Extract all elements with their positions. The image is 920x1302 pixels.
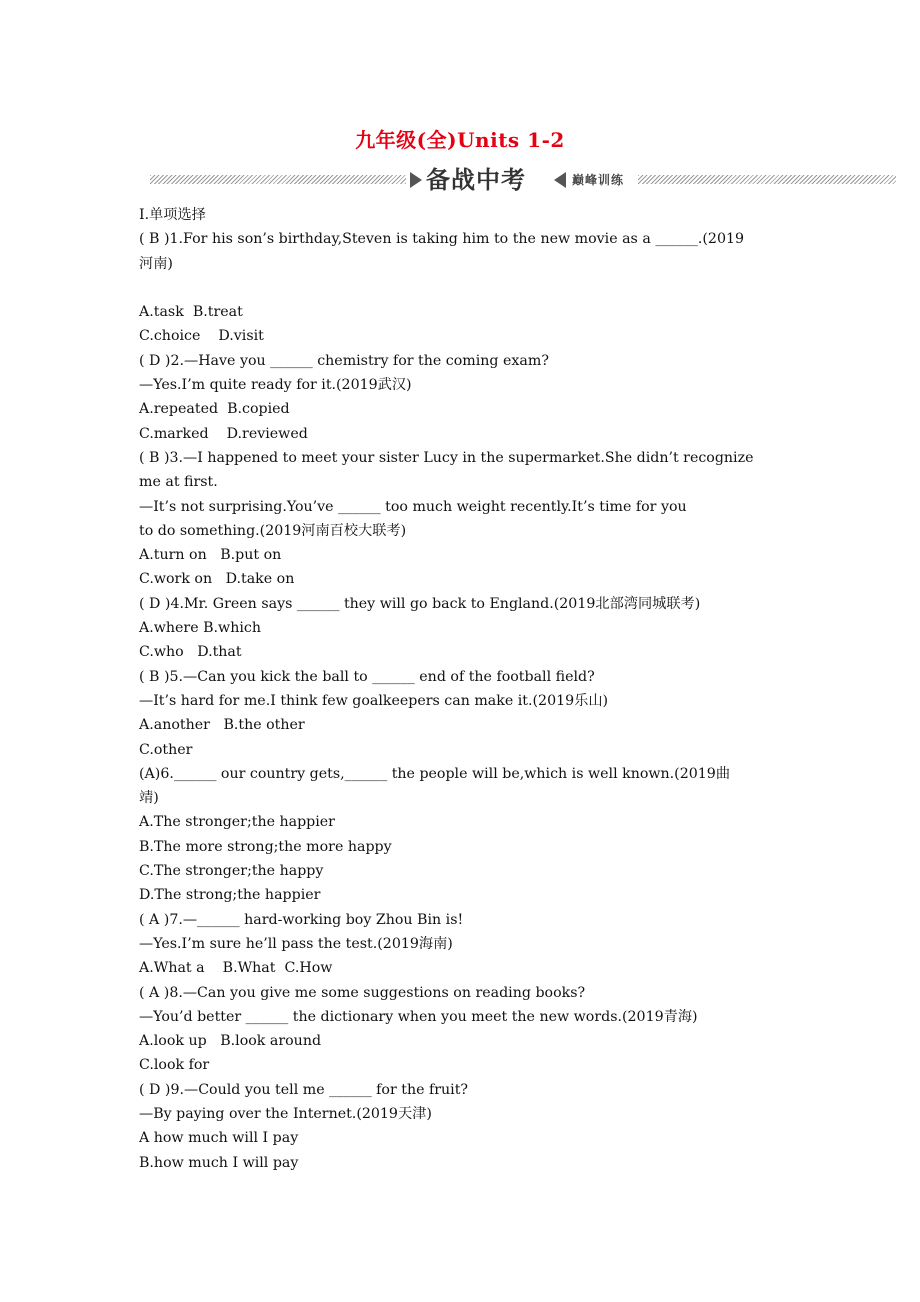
text-line: C.marked D.reviewed: [139, 425, 308, 442]
text-line: ( D )4.Mr. Green says ______ they will go back to England.(2019北部湾同城联考): [139, 595, 701, 612]
banner-stripe-right: [638, 175, 896, 184]
text-line: (A)6.______ our country gets,______ the people will be,which is well known.(2019曲: [139, 765, 731, 782]
text-line: ( A )7.—______ hard-working boy Zhou Bin is!: [139, 911, 464, 928]
text-line: C.other: [139, 741, 193, 758]
text-line: C.who D.that: [139, 644, 242, 661]
text-line: C.choice D.visit: [139, 328, 264, 345]
banner-sub-text: 巅峰训练: [572, 173, 625, 187]
text-line: 靖): [139, 790, 159, 807]
text-line: to do something.(2019河南百校大联考): [139, 522, 407, 539]
text-line: D.The strong;the happier: [139, 887, 321, 904]
triangle-right-icon: [410, 172, 422, 188]
exercise-content: [139, 203, 839, 1175]
text-line: ( B )5.—Can you kick the ball to ______ end of the football field?: [139, 668, 595, 685]
text-line: —It’s not surprising.You’ve ______ too much weight recently.It’s time for you: [139, 498, 687, 515]
text-line: A.turn on B.put on: [139, 547, 282, 564]
text-line: ( A )8.—Can you give me some suggestions on reading books?: [139, 984, 586, 1001]
text-line: B.how much I will pay: [139, 1154, 299, 1171]
blank-line: [139, 276, 839, 300]
text-line: C.work on D.take on: [139, 571, 295, 588]
text-line: ( B )3.—I happened to meet your sister Lucy in the supermarket.She didn’t recognize: [139, 449, 754, 466]
text-line: —By paying over the Internet.(2019天津): [139, 1105, 432, 1122]
text-line: A.look up B.look around: [139, 1033, 322, 1050]
text-line: A.The stronger;the happier: [139, 814, 335, 831]
text-line: B.The more strong;the more happy: [139, 838, 392, 855]
text-line: A.task B.treat: [139, 304, 243, 321]
text-line: ( D )9.—Could you tell me ______ for the fruit?: [139, 1081, 469, 1098]
text-line: A.another B.the other: [139, 717, 305, 734]
text-line: 河南): [139, 255, 173, 272]
text-line: ( B )1.For his son’s birthday,Steven is taking him to the new movie as a ______.(2019: [139, 231, 745, 248]
text-line: A how much will I pay: [139, 1130, 299, 1147]
text-line: ( D )2.—Have you ______ chemistry for the coming exam?: [139, 352, 549, 369]
text-line: C.The stronger;the happy: [139, 863, 324, 880]
banner-main-text: 备战中考: [426, 166, 526, 194]
text-line: A.where B.which: [139, 620, 261, 637]
text-line: A.What a B.What C.How: [139, 960, 333, 977]
text-line: —Yes.I’m quite ready for it.(2019武汉): [139, 377, 412, 394]
text-line: —You’d better ______ the dictionary when you meet the new words.(2019青海): [139, 1008, 698, 1025]
section-banner: [150, 163, 896, 197]
question-lines: [139, 227, 839, 1175]
text-line: A.repeated B.copied: [139, 401, 290, 418]
page-title: 九年级(全)Units 1-2: [355, 128, 565, 152]
text-line: —It’s hard for me.I think few goalkeepers can make it.(2019乐山): [139, 692, 609, 709]
text-line: C.look for: [139, 1057, 210, 1074]
banner-stripe-left: [150, 175, 406, 184]
triangle-left-icon: [554, 172, 566, 188]
text-line: —Yes.I’m sure he’ll pass the test.(2019海南): [139, 935, 453, 952]
section-heading: Ⅰ.单项选择: [139, 207, 206, 223]
text-line: me at first.: [139, 474, 218, 491]
